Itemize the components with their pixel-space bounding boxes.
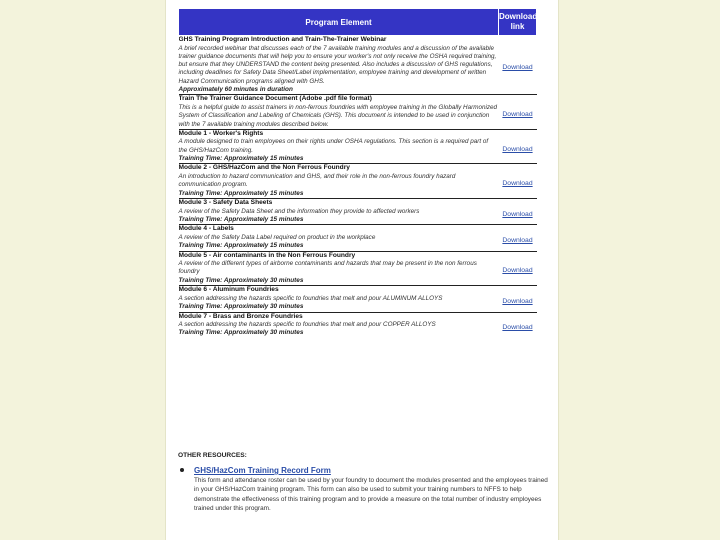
document-page bbox=[166, 0, 558, 540]
module-description: A brief recorded webinar that discusses each of the 7 available training modules and a discussion of the available trainer guidance documents that will help you to ensure your worker's not only receive the OSHA required training, but ensure that they UNDERSTAND the content being presented. Also includes a discussion of GHS regulations, including deadlines for Safety Data Sheet/Label implementation, employee training and development of written Hazard Communication programs aligned with GHS. bbox=[178, 44, 497, 85]
program-element-cell bbox=[179, 129, 499, 164]
download-link[interactable]: Download bbox=[502, 267, 533, 275]
module-description: A module designed to train employees on their rights under OSHA regulations. This section is a required part of the GHS/HazCom training. bbox=[178, 138, 489, 154]
download-link[interactable]: Download bbox=[502, 180, 533, 188]
training-time: Training Time: Approximately 30 minutes bbox=[178, 329, 304, 337]
table-row bbox=[179, 251, 537, 286]
training-time: Training Time: Approximately 30 minutes bbox=[178, 276, 304, 284]
record-form-item bbox=[180, 466, 552, 513]
program-element-cell bbox=[179, 199, 499, 225]
download-cell bbox=[499, 312, 537, 338]
program-element-cell bbox=[179, 286, 499, 312]
download-link[interactable]: Download bbox=[502, 297, 533, 305]
module-title: Module 7 - Brass and Bronze Foundries bbox=[178, 312, 303, 320]
table-row bbox=[179, 164, 537, 199]
table-row bbox=[179, 312, 537, 338]
module-title: GHS Training Program Introduction and Train-The-Trainer Webinar bbox=[178, 36, 387, 43]
program-element-cell bbox=[179, 225, 499, 251]
module-description: This is a helpful guide to assist trainers in non-ferrous foundries with employee training in the Globally Harmonized System of Classification and Labeling of Chemicals (GHS). This document is intended to be used in conjunction with the 7 available training modules described below. bbox=[178, 103, 498, 128]
download-link[interactable]: Download bbox=[502, 64, 533, 72]
module-title: Module 5 - Air contaminants in the Non Ferrous Foundry bbox=[178, 251, 356, 259]
module-description: A section addressing the hazards specific to foundries that melt and pour ALUMINUM ALLOYS bbox=[178, 294, 443, 302]
training-program-table bbox=[178, 8, 537, 338]
training-time: Training Time: Approximately 15 minutes bbox=[178, 215, 304, 223]
table-row bbox=[179, 95, 537, 129]
module-title: Module 6 - Aluminum Foundries bbox=[178, 286, 279, 294]
download-link[interactable]: Download bbox=[502, 324, 533, 332]
download-cell bbox=[499, 95, 537, 129]
download-cell bbox=[499, 286, 537, 312]
download-link[interactable]: Download bbox=[502, 210, 533, 218]
bullet-icon bbox=[180, 468, 184, 472]
training-time: Approximately 60 minutes in duration bbox=[178, 85, 293, 93]
module-title: Train The Trainer Guidance Document (Adobe .pdf file format) bbox=[178, 95, 372, 103]
module-description: A review of the different types of airborne contaminants and hazards that may be present in the non ferrous foundry bbox=[178, 260, 477, 276]
download-link[interactable]: Download bbox=[502, 111, 533, 119]
module-title: Module 4 - Labels bbox=[178, 225, 234, 233]
table-header-row bbox=[179, 9, 537, 36]
program-element-header: Program Element bbox=[179, 9, 499, 36]
download-cell bbox=[499, 251, 537, 286]
module-description: An introduction to hazard communication and GHS, and their role in the non-ferrous foundry hazard communication program. bbox=[178, 172, 456, 189]
table-body bbox=[179, 36, 537, 338]
download-link[interactable]: Download bbox=[502, 145, 533, 153]
download-cell bbox=[499, 225, 537, 251]
program-element-cell bbox=[179, 95, 499, 129]
module-description: A section addressing the hazards specific to foundries that melt and pour COPPER ALLOYS bbox=[178, 321, 436, 329]
download-cell bbox=[499, 129, 537, 164]
table-row bbox=[179, 225, 537, 251]
table-row bbox=[179, 36, 537, 95]
program-element-cell bbox=[179, 36, 499, 95]
module-title: Module 1 - Worker's Rights bbox=[178, 129, 264, 137]
program-element-cell bbox=[179, 251, 499, 286]
table-row bbox=[179, 129, 537, 164]
training-time: Training Time: Approximately 15 minutes bbox=[178, 154, 304, 162]
table-row bbox=[179, 286, 537, 312]
download-link[interactable]: Download bbox=[502, 237, 533, 244]
training-time: Training Time: Approximately 15 minutes bbox=[178, 242, 304, 250]
record-form-description: This form and attendance roster can be used by your foundry to document the modules presented and the employees trained in your GHS/HazCom training program. This form can also be used to submit your training numbers to NFFS to help demonstrate the effectiveness of this training program and to provide a measure on the total number of industry employees trained under this program. bbox=[194, 477, 548, 512]
program-element-cell bbox=[179, 312, 499, 338]
training-time: Training Time: Approximately 30 minutes bbox=[178, 303, 304, 311]
module-title: Module 3 - Safety Data Sheets bbox=[178, 199, 273, 207]
record-form-link[interactable]: GHS/HazCom Training Record Form bbox=[194, 466, 331, 475]
training-time: Training Time: Approximately 15 minutes bbox=[178, 189, 304, 197]
download-cell bbox=[499, 164, 537, 199]
download-cell bbox=[499, 199, 537, 225]
module-description: A review of the Safety Data Sheet and the information they provide to affected workers bbox=[178, 207, 420, 215]
download-link-header: Download link bbox=[499, 9, 537, 36]
table-row bbox=[179, 199, 537, 225]
module-title: Module 2 - GHS/HazCom and the Non Ferrous Foundry bbox=[178, 164, 350, 172]
module-description: A review of the Safety Data Label required on product in the workplace bbox=[178, 233, 376, 241]
download-cell bbox=[499, 36, 537, 95]
other-resources-heading: OTHER RESOURCES: bbox=[178, 452, 247, 459]
program-element-cell bbox=[179, 164, 499, 199]
